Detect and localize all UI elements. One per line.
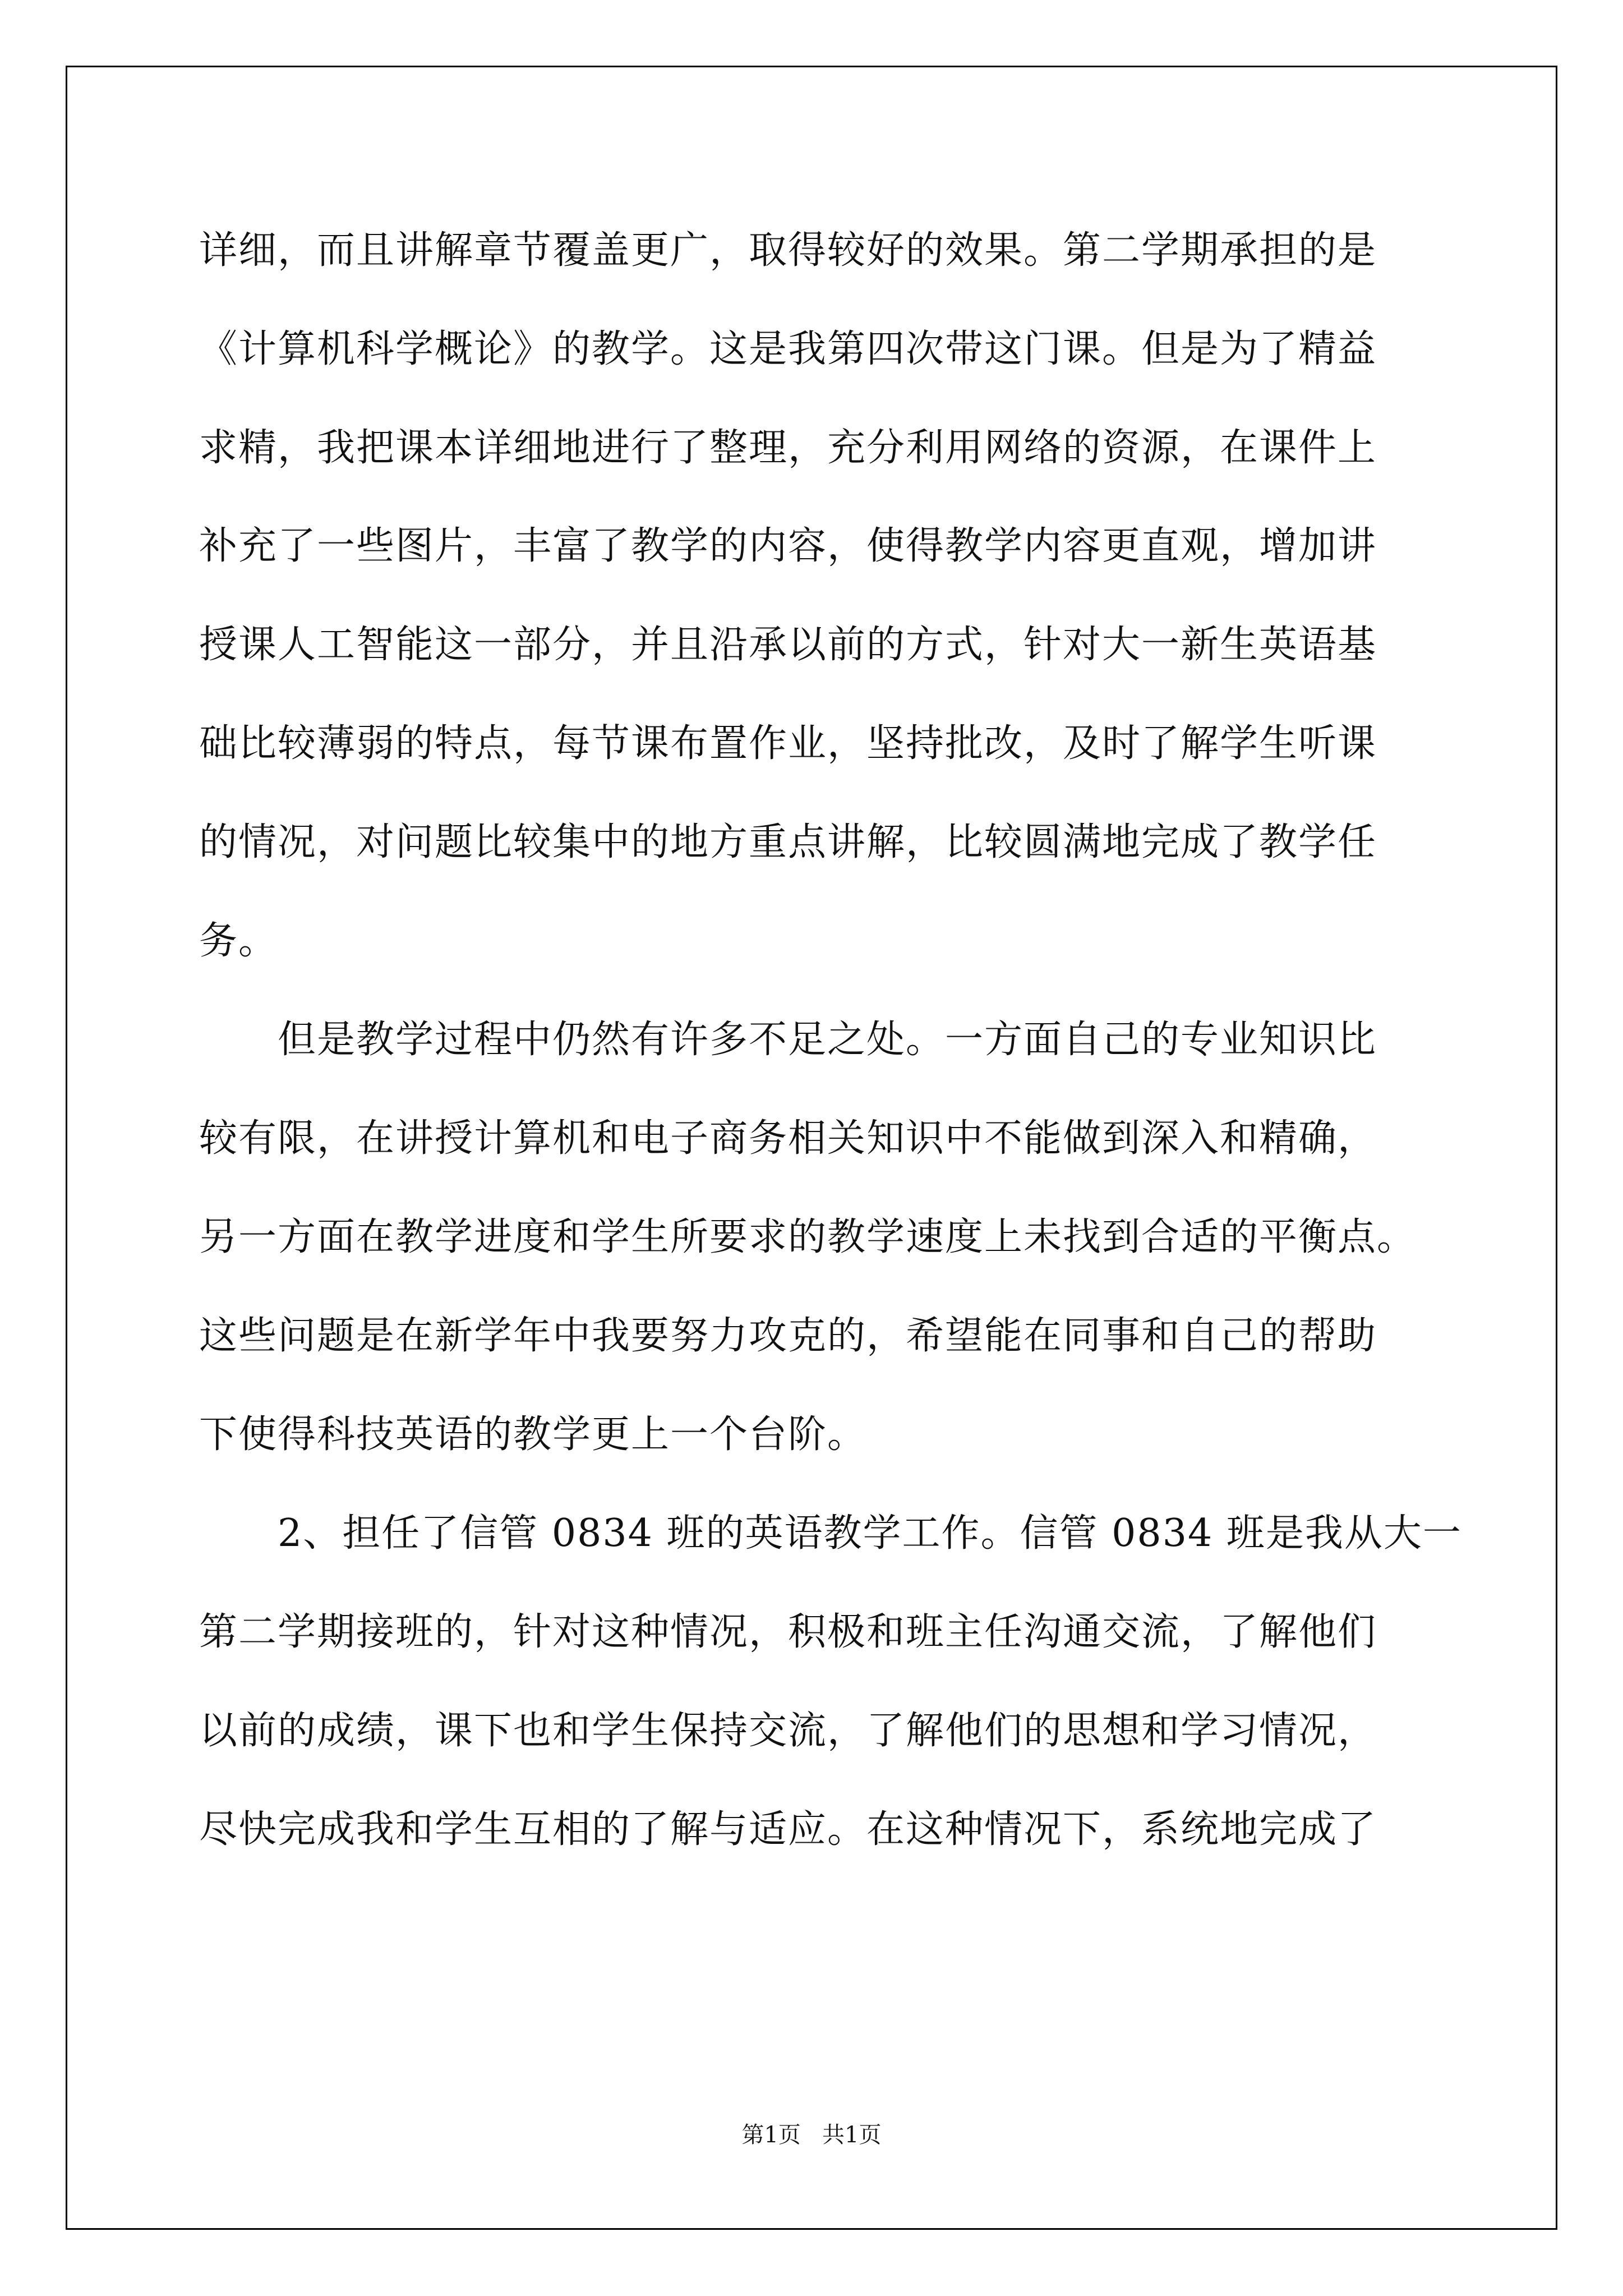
text-line: 这些问题是在新学年中我要努力攻克的，希望能在同事和自己的帮助 (199, 1314, 1377, 1358)
text-line: 求精，我把课本详细地进行了整理，充分利用网络的资源，在课件上 (199, 426, 1377, 470)
paragraph-start-line: 但是教学过程中仍然有许多不足之处。一方面自己的专业知识比 (278, 1018, 1377, 1062)
page-number-footer: 第1页 共1页 (741, 2122, 882, 2148)
text-line: 授课人工智能这一部分，并且沿承以前的方式，针对大一新生英语基 (199, 623, 1377, 667)
text-line: 务。 (199, 919, 278, 963)
text-line: 下使得科技英语的教学更上一个台阶。 (199, 1412, 867, 1457)
paragraph-start-line: 2、担任了信管 0834 班的英语教学工作。信管 0834 班是我从大一 (278, 1511, 1462, 1556)
text-line: 补充了一些图片，丰富了教学的内容，使得教学内容更直观，增加讲 (199, 524, 1377, 568)
text-line: 的情况，对问题比较集中的地方重点讲解，比较圆满地完成了教学任 (199, 820, 1377, 864)
text-line: 另一方面在教学进度和学生所要求的教学速度上未找到合适的平衡点。 (199, 1215, 1417, 1259)
text-line: 第二学期接班的，针对这种情况，积极和班主任沟通交流，了解他们 (199, 1610, 1377, 1654)
text-line: 较有限，在讲授计算机和电子商务相关知识中不能做到深入和精确， (199, 1116, 1377, 1161)
text-line: 尽快完成我和学生互相的了解与适应。在这种情况下，系统地完成了 (199, 1807, 1377, 1852)
text-line: 础比较薄弱的特点，每节课布置作业，坚持批改，及时了解学生听课 (199, 721, 1377, 766)
text-line: 以前的成绩，课下也和学生保持交流，了解他们的思想和学习情况， (199, 1709, 1377, 1753)
text-line: 《计算机科学概论》的教学。这是我第四次带这门课。但是为了精益 (199, 327, 1377, 371)
text-line: 详细，而且讲解章节覆盖更广，取得较好的效果。第二学期承担的是 (199, 228, 1377, 273)
